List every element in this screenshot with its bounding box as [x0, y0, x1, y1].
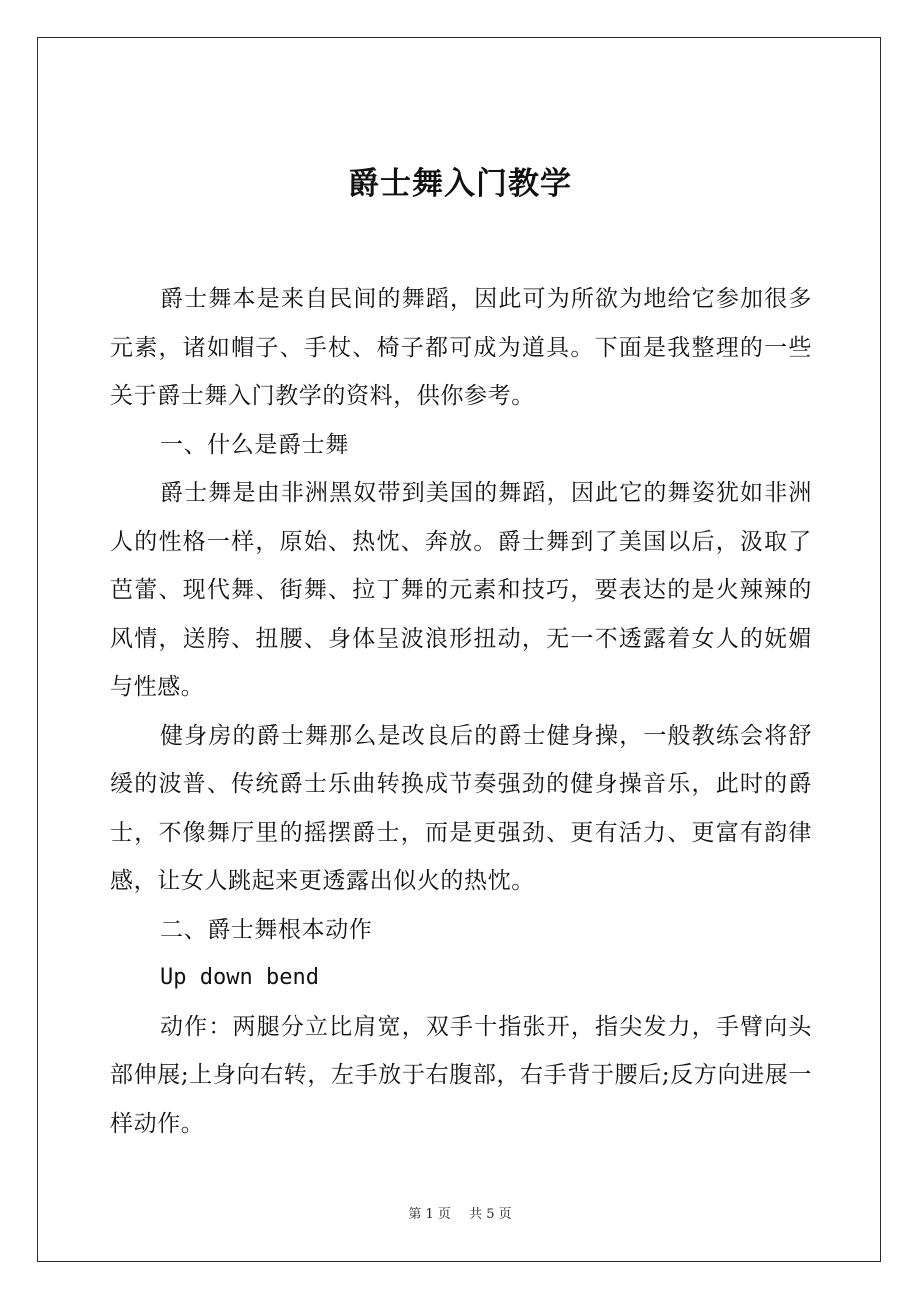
section-heading-basic-moves: 二、爵士舞根本动作 [160, 916, 373, 943]
page-number: 第 1 页 [408, 1207, 451, 1222]
gym-jazz-paragraph: 健身房的爵士舞那么是改良后的爵士健身操，一般教练会将舒缓的波普、传统爵士乐曲转换成节奏强劲的健身操音乐，此时的爵士，不像舞厅里的摇摆爵士，而是更强劲、更有活力、更富有韵律感，让女人跳起来更透露出似火的热忱。 [110, 722, 812, 894]
page-footer [0, 1205, 920, 1225]
section-heading-what-is-jazz: 一、什么是爵士舞 [160, 431, 349, 458]
intro-paragraph: 爵士舞本是来自民间的舞蹈，因此可为所欲为地给它参加很多元素，诸如帽子、手杖、椅子都可成为道具。下面是我整理的一些关于爵士舞入门教学的资料，供你参考。 [110, 286, 812, 409]
move-description-paragraph: 动作：两腿分立比肩宽，双手十指张开，指尖发力，手臂向头部伸展;上身向右转，左手放于右腹部，右手背于腰后;反方向进展一样动作。 [110, 1013, 812, 1137]
history-paragraph: 爵士舞是由非洲黑奴带到美国的舞蹈，因此它的舞姿犹如非洲人的性格一样，原始、热忱、奔放。爵士舞到了美国以后，汲取了芭蕾、现代舞、街舞、拉丁舞的元素和技巧，要表达的是火辣辣的风情，送胯、扭腰、身体呈波浪形扭动，无一不透露着女人的妩媚与性感。 [110, 480, 812, 700]
move-name: Up down bend [160, 965, 319, 990]
page-total: 共 5 页 [469, 1207, 512, 1222]
document-body [110, 275, 812, 1148]
document-title: 爵士舞入门教学 [348, 165, 572, 202]
